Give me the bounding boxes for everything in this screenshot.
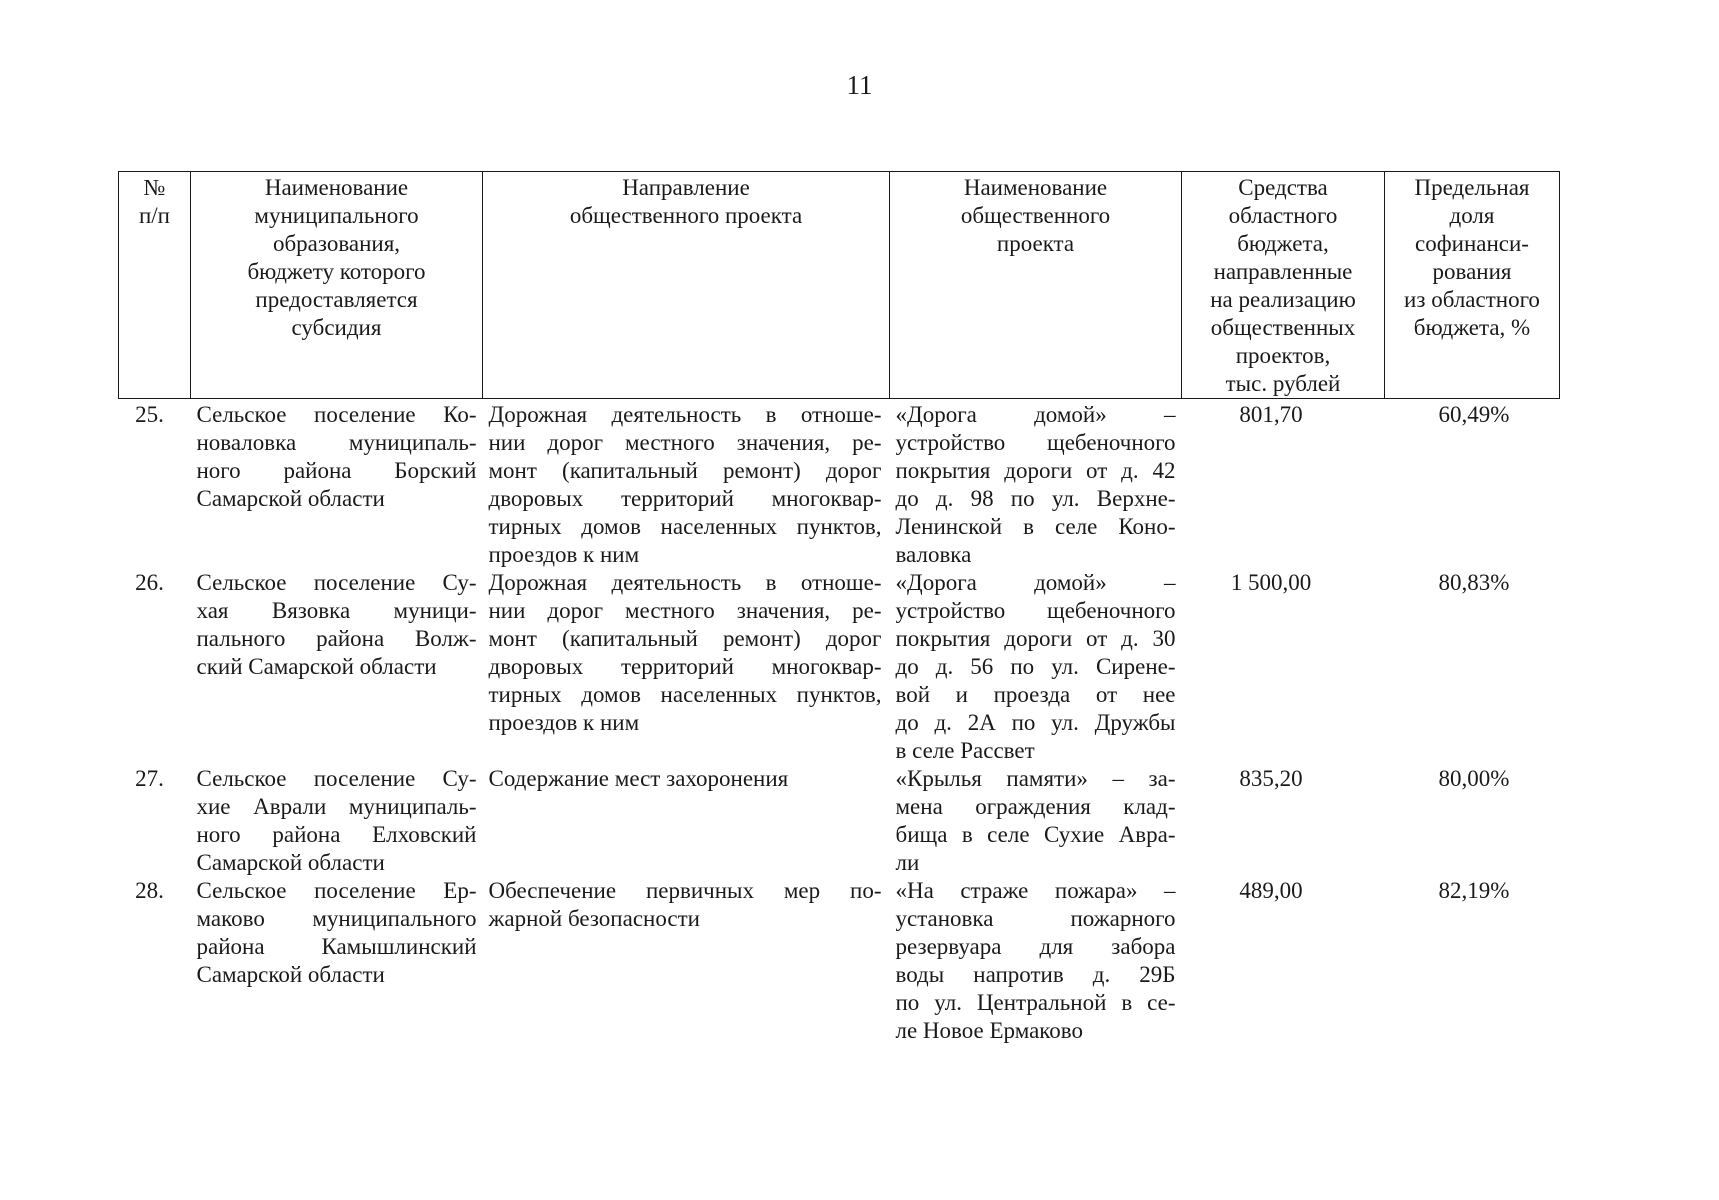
project-cell: «Крылья памяти» – за- мена ограждения клад- бища в селе Сухие Авра- ли [895,766,1176,875]
row-number: 25. [135,402,164,427]
municipality-cell: Сельское поселение Су- хие Аврали муниципаль- ного района Елховский Самарской области [196,766,477,875]
share-cell: 60,49% [1438,402,1510,427]
direction-cell: Дорожная деятельность в отноше- нии дорог местного значения, ре- монт (капитальный ремонт) дорог дворовых территорий многоквар- тирных домов населенных пунктов, проездов к ним [488,570,882,735]
share-cell: 80,00% [1438,766,1510,791]
project-cell: «Дорога домой» – устройство щебеночного покрытия дороги от д. 42 до д. 98 по ул. Верхне- Ленинской в селе Коно- валовка [895,402,1176,567]
direction-cell: Содержание мест захоронения [488,766,789,791]
table-header-row [119,172,1560,399]
header-direction: Направление общественного проекта [483,172,890,399]
share-cell: 80,83% [1438,570,1510,595]
funds-cell: 489,00 [1239,878,1303,903]
header-funds: Средства областного бюджета, направленные на реализацию общественных проектов, тыс. рублей [1182,172,1385,399]
row-number: 28. [135,878,164,903]
direction-cell: Обеспечение первичных мер по- жарной безопасности [488,878,882,931]
table-row [119,569,1560,765]
funds-cell: 835,20 [1239,766,1303,791]
table-row [119,399,1560,570]
funds-cell: 1 500,00 [1230,570,1312,595]
header-municipality: Наименование муниципального образования, бюджету которого предоставляется субсидия [191,172,483,399]
funds-cell: 801,70 [1239,402,1303,427]
table-row [119,765,1560,877]
row-number: 26. [135,570,164,595]
table-row [119,877,1560,1045]
page-number: 11 [846,70,873,100]
municipality-cell: Сельское поселение Су- хая Вязовка муници- пального района Волж- ский Самарской области [196,570,477,679]
header-share: Предельная доля софинанси- рования из областного бюджета, % [1385,172,1560,399]
header-num: № п/п [119,172,191,399]
municipality-cell: Сельское поселение Ко- новаловка муниципаль- ного района Борский Самарской области [196,402,477,511]
share-cell: 82,19% [1438,878,1510,903]
subsidy-table [118,171,1560,1045]
direction-cell: Дорожная деятельность в отноше- нии дорог местного значения, ре- монт (капитальный ремонт) дорог дворовых территорий многоквар- тирных домов населенных пунктов, проездов к ним [488,402,882,567]
project-cell: «На страже пожара» – установка пожарного резервуара для забора воды напротив д. 29Б по ул. Центральной в се- ле Новое Ермаково [895,878,1176,1043]
row-number: 27. [135,766,164,791]
municipality-cell: Сельское поселение Ер- маково муниципального района Камышлинский Самарской области [196,878,477,987]
project-cell: «Дорога домой» – устройство щебеночного покрытия дороги от д. 30 до д. 56 по ул. Сирене- вой и проезда от нее до д. 2А по ул. Дружбы в селе Рассвет [895,570,1176,763]
header-project: Наименование общественного проекта [890,172,1182,399]
